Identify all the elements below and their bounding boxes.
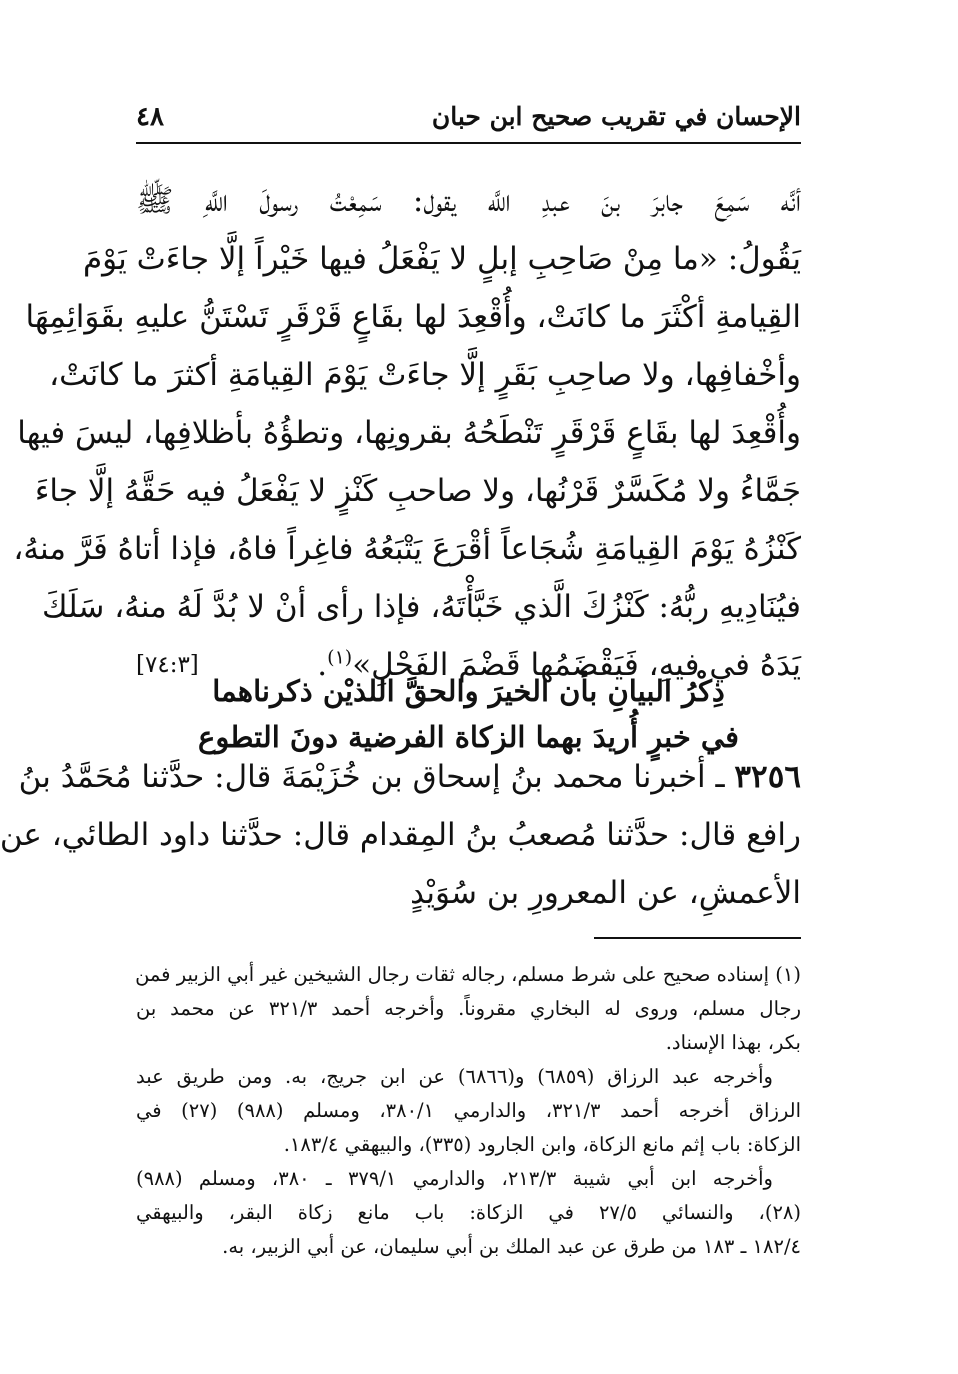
- page-number: ٤٨: [136, 102, 164, 132]
- footnote-line: رجال مسلم، وروى له البخاري مقروناً. وأخرجه أحمد ٣٢١/٣ عن محمد بن: [136, 997, 801, 1020]
- hadith-line: فيُنَادِيهِ ربُّهُ: كَنْزُكَ الَّذي خَبَّأْتَهُ، فإذا رأى أنْ لا بُدَّ لَهُ منهُ، سَلَكَ: [41, 589, 801, 625]
- hadith-line: كَنْزُهُ يَوْمَ القِيامَةِ شُجَاعاً أقْرَعَ يَتْبَعُهُ فاغِراً فاهُ، فإذا أتاهُ فَرَّ منهُ،: [13, 531, 801, 567]
- chain-text: ـ أخبرنا محمد بنُ إسحاق بن خُزَيْمَةَ قال: حدَّثنا مُحَمَّدُ بنُ: [18, 759, 735, 795]
- hadith-reference: [٧٤:٣]: [136, 652, 199, 678]
- hadith-line: القِيامةِ أكْثَرَ ما كانَتْ، وأُقْعِدَ لها بقَاعٍ قَرْقَرٍ تَسْتَنُّ عليهِ بقَوَائِمِهَا: [25, 299, 801, 335]
- footnote-marker: (١): [327, 646, 353, 669]
- footnote-line: (١) إسناده صحيح على شرط مسلم، رجاله ثقات رجال الشيخين غير أبي الزبير فمن: [135, 963, 801, 986]
- book-title: الإحسان في تقريب صحيح ابن حبان: [431, 102, 801, 131]
- chain-line: [18, 748, 801, 806]
- footnote-line: الرزاق أخرجه أحمد ٣٢١/٣، والدارمي ٣٨٠/١، ومسلم (٩٨٨) (٢٧) في: [136, 1099, 801, 1122]
- footnote-line: ١٨٢/٤ ـ ١٨٣ من طرق عن عبد الملك بن أبي سليمان، عن أبي الزبير، به.: [222, 1235, 801, 1258]
- footnote-line: (٢٨)، والنسائي ٢٧/٥ في الزكاة: باب مانع زكاة البقر، والبيهقي: [136, 1201, 801, 1224]
- end-mark: .: [317, 647, 328, 683]
- footnote-line: وأخرجه ابن أبي شيبة ٢١٣/٣، والدارمي ٣٧٩/١ ـ ٣٨٠، ومسلم (٩٨٨): [136, 1167, 773, 1190]
- footnote-separator: [594, 937, 801, 939]
- footnotes: [136, 958, 801, 1264]
- hadith-line: أنَّه سَمِعَ جابرَ بنَ عبدِ اللَّه يقول: سَمِعْتُ رسولَ اللَّهِ ﷺ: [136, 183, 801, 219]
- chain-line: الأعمشِ، عن المعرورِ بن سُوَيْدٍ: [410, 875, 801, 911]
- chapter-heading: [136, 668, 801, 760]
- hadith-number: ٣٢٥٦: [734, 759, 801, 795]
- hadith-line-text: يَدَهُ في فيهِ، فَيَقْضَمُها قَضْمَ الفَحْلِ»: [352, 647, 801, 683]
- running-header: [136, 92, 801, 144]
- hadith-line: يَقُولُ: «ما مِنْ صَاحِبِ إبلٍ لا يَفْعَلُ فيها خَيْراً إلَّا جاءَتْ يَوْمَ: [82, 241, 801, 277]
- chapter-heading-line: ذِكْرُ البيانِ بأن الخيرَ والحقَّ اللذيْن ذكرناهما: [212, 674, 725, 708]
- hadith-chain: [0, 748, 801, 922]
- footnote-line: بكر، بهذا الإسناد.: [665, 1031, 801, 1054]
- hadith-text: [13, 172, 801, 694]
- chapter-heading-line: في خبرٍ أُريدَ بهما الزكاة الفرضية دونَ التطوع: [198, 720, 739, 754]
- footnote-line: وأخرجه عبد الرزاق (٦٨٥٩) و(٦٨٦٦) عن ابن جريج، به. ومن طريق عبد: [136, 1065, 773, 1088]
- hadith-line: جَمَّاءُ ولا مُكَسَّرٌ قَرْنُها، ولا صاحبِ كَنْزٍ لا يَفْعَلُ فيه حَقَّهُ إلَّا جاءَ: [34, 473, 801, 509]
- chain-line: رافع قال: حدَّثنا مُصعبُ بنُ المِقدام قال: حدَّثنا داود الطائي، عن: [0, 817, 801, 853]
- hadith-line: وأُقْعِدَ لها بقَاعٍ قَرْقَرٍ تَنْطَحُهُ بقرونِها، وتطؤُهُ بأظلافِها، ليسَ فيها: [17, 415, 801, 451]
- hadith-line: وأخْفافِها، ولا صاحِبِ بَقَرٍ إلَّا جاءَتْ يَوْمَ القِيامَةِ أكثرَ ما كانَتْ،: [49, 357, 801, 393]
- footnote-line: الزكاة: باب إثم مانع الزكاة، وابن الجارود (٣٣٥)، والبيهقي ١٨٣/٤.: [283, 1133, 801, 1156]
